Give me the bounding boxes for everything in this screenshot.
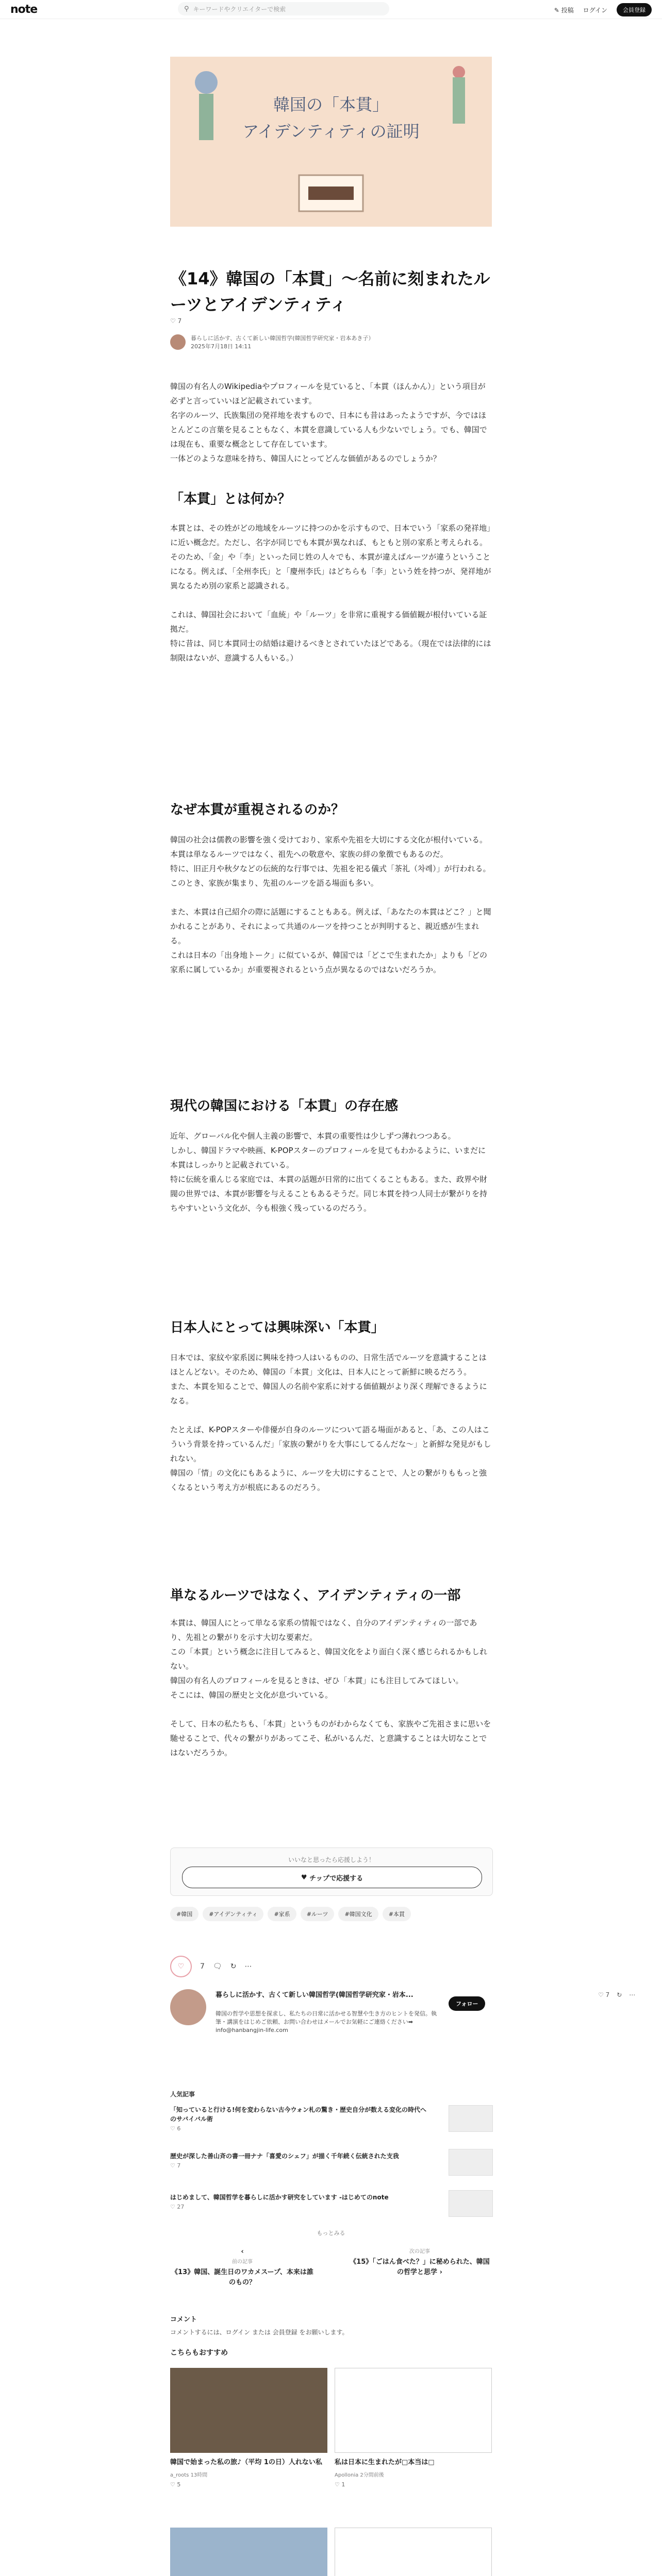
search-icon: ⚲ [184, 5, 189, 13]
card-author: Apollonia 2分間前後 [335, 2472, 384, 2478]
note-logo[interactable]: note [10, 3, 38, 16]
side-more-icon[interactable]: ⋯ [629, 1991, 636, 1998]
popular-like-count: 27 [177, 2204, 185, 2210]
cover-title-1: 韓国の「本貫」 [273, 95, 389, 114]
card-like-count: 5 [177, 2481, 181, 2488]
popular-title: 「知っていると行ける!何を変わらない古今ウォン札の驚き・歴史自分が数える変化の時代へのサバイバル術 [170, 2106, 426, 2123]
card-thumbnail [170, 2528, 327, 2576]
section4-p5: 韓国の「情」の文化にもあるように、ルーツを大切にすることで、人との繋がりももっと強くなるという考え方が根底にあるのだろう。 [170, 1468, 487, 1492]
intro-p1: 韓国の有名人のWikipediaやプロフィールを見ていると、「本貫（ほんかん）」という項目が必ずと言っていいほど記載されています。 [170, 382, 486, 405]
more-link[interactable]: もっとみる [317, 2230, 345, 2236]
author-byline[interactable] [170, 334, 374, 350]
share-icon[interactable]: ↻ [230, 1962, 237, 1971]
section2-p3: 特に、旧正月や秋夕などの伝統的な行事では、先祖を祀る儀式「茶礼（차례）」が行われる。このとき、家族が集まり、先祖のルーツを語る場面も多い。 [170, 864, 491, 888]
comment-icon[interactable]: 🗨 [212, 1962, 222, 1971]
comments-section [170, 2314, 492, 2336]
action-like-count: 7 [200, 1962, 205, 1971]
popular-item[interactable] [170, 2151, 428, 2171]
article-actions [170, 1956, 252, 1977]
signup-button[interactable]: 会員登録 [617, 3, 652, 16]
section1-p2 [170, 593, 492, 607]
tag[interactable]: #アイデンティティ [203, 1907, 263, 1921]
section5-p3: 韓国の有名人のプロフィールを見るときは、ぜひ「本貫」にも注目してみてほしい。 [170, 1676, 464, 1685]
popular-like-count: 6 [177, 2125, 181, 2132]
section-1 [170, 521, 492, 665]
comments-login-text: コメントするには、ログイン または 会員登録 をお願いします。 [170, 2329, 349, 2336]
section5-p4: そこには、韓国の歴史と文化が息づいている。 [170, 1690, 333, 1700]
author-card-desc: 韓国の哲学や思想を探求し、私たちの日常に活かせる智慧や生き方のヒントを発信。執筆・講演をはじめご依頼、お問い合わせはメールでお気軽にご連絡ください➡ info@hanbangjin-life.com [216, 2010, 437, 2033]
support-question: いいなと思ったら応援しよう！ [288, 1856, 375, 1863]
card-likes: ♡ 1 [335, 2481, 345, 2488]
card-thumbnail [335, 2368, 492, 2453]
tip-button-label: チップで応援する [309, 1874, 363, 1883]
recommend-card[interactable] [170, 2368, 327, 2488]
popular-heading: 人気記事 [170, 2091, 195, 2098]
card-thumbnail [170, 2368, 327, 2453]
header-actions [554, 3, 652, 16]
section5-p2: この「本貫」という概念に注目してみると、韓国文化をより面白く深く感じられるかもしれない。 [170, 1647, 488, 1671]
popular-likes: ♡ 7 [170, 2162, 181, 2169]
intro-p3: 一体どのような意味を持ち、韓国人にとってどんな価値があるのでしょうか？ [170, 454, 441, 463]
popular-likes: ♡ 6 [170, 2125, 181, 2132]
popular-articles [170, 2090, 492, 2236]
section4-p1: 日本では、家紋や家系図に興味を持つ人はいるものの、日常生活でルーツを意識することはほとんどない。そのため、韓国の「本貫」文化は、日本人にとって新鮮に映るだろう。 [170, 1353, 487, 1377]
author-name[interactable]: 暮らしに活かす、古くて新しい韓国哲学(韓国哲学研究家・岩本あき子） [191, 335, 374, 342]
next-title: 《15》「ごはん食べた？」に秘められた、韓国の哲学と思学 [350, 2258, 490, 2276]
heading-2: なぜ本貫が重視されるのか？ [170, 802, 345, 818]
cover-image [170, 57, 492, 227]
side-like-count: 7 [605, 1991, 610, 1998]
heading-1: 「本貫」とは何か？ [170, 492, 291, 507]
heading-3: 現代の韓国における「本貫」の存在感 [170, 1098, 399, 1114]
follow-button[interactable]: フォロー [449, 1996, 485, 2011]
section-2 [170, 833, 492, 977]
like-count-value: 7 [177, 317, 182, 325]
intro-p2: 名字のルーツ、氏族集団の発祥地を表すもので、日本にも昔はあったようですが、今ではほとんどこの言葉を見ることもなく、本貫を意識している人も少ないでしょう。でも、韓国では現在も、重要な概念として存在しています。 [170, 411, 487, 449]
section1-p4: 特に昔は、同じ本貫同士の結婚は避けるべきとされていたほどである。（現在では法律的には制限はないが、意識する人もいる。） [170, 639, 491, 663]
prev-label: 前の記事 [232, 2259, 253, 2265]
like-button[interactable] [170, 1956, 192, 1977]
popular-item[interactable] [170, 2193, 428, 2212]
section4-p3 [170, 1408, 492, 1422]
card-likes: ♡ 5 [170, 2481, 181, 2488]
recommend-card[interactable] [335, 2528, 492, 2576]
post-link[interactable]: ✎ 投稿 [554, 6, 574, 14]
card-author: a_roots 13時間 [170, 2472, 208, 2478]
tip-button[interactable]: ♥ チップで応援する [182, 1867, 482, 1888]
section5-p6: そして、日本の私たちも、「本貫」というものがわからなくても、家族やご先祖さまに思いを馳せることで、代々の繋がりがあってこそ、私がいるんだ、と意識することは大切なことではないだろうか。 [170, 1719, 491, 1757]
prev-article[interactable]: ‹ 前の記事 《13》韓国、誕生日のワカメスープ、本来は誰のもの？ [170, 2247, 315, 2288]
section3-p1: 近年、グローバル化や個人主義の影響で、本貫の重要性は少しずつ薄れつつある。 [170, 1131, 456, 1141]
card-like-count: 1 [341, 2481, 345, 2488]
tag[interactable]: #韓国文化 [338, 1907, 378, 1921]
popular-item[interactable] [170, 2105, 428, 2133]
author-avatar[interactable] [170, 334, 186, 350]
tag[interactable]: #家系 [268, 1907, 296, 1921]
section2-p4 [170, 890, 492, 905]
section4-p2: また、本貫を知ることで、韓国人の名前や家系に対する価値観がより深く理解できるようになる。 [170, 1382, 487, 1405]
tag[interactable]: #ルーツ [301, 1907, 335, 1921]
recommend-card[interactable] [170, 2528, 327, 2576]
section-3 [170, 1129, 492, 1215]
section2-p1: 韓国の社会は儒教の影響を強く受けており、家系や先祖を大切にする文化が根付いている。 [170, 835, 488, 844]
search-bar[interactable] [178, 2, 389, 15]
section4-p4: たとえば、K-POPスターや俳優が自身のルーツについて語る場面があると、「あ、この人はこういう背景を持っているんだ」「家族の繋がりを大事にしてるんだな〜」と新鮮な発見がもしれない。 [170, 1425, 491, 1463]
like-count-top[interactable]: ♡ 7 [170, 317, 182, 325]
publish-date: 2025年7月18日 14:11 [191, 343, 252, 350]
heading-4: 日本人にとっては興味深い「本貫」 [170, 1320, 385, 1335]
heading-5: 単なるルーツではなく、アイデンティティの一部 [170, 1588, 461, 1603]
next-article[interactable]: 次の記事 《15》「ごはん食べた？」に秘められた、韓国の哲学と思学 › [347, 2247, 492, 2278]
author-card-name[interactable]: 暮らしに活かす、古くて新しい韓国哲学(韓国哲学研究家・岩本... [216, 1991, 413, 1999]
more-icon[interactable]: ⋯ [244, 1962, 252, 1971]
tag-list [170, 1907, 492, 1921]
tag[interactable]: #韓国 [170, 1907, 198, 1921]
popular-likes: ♡ 27 [170, 2204, 185, 2210]
card-title: 韓国で始まった私の旅♪（平均 1の日）人れない私 [170, 2459, 322, 2466]
section2-p6: これは日本の「出身地トーク」に似ているが、韓国では「どこで生まれたか」よりも「どの家系に属しているか」が重要視されるという点が異なるのではないだろうか。 [170, 951, 488, 974]
top-header [0, 0, 662, 19]
post-label: 投稿 [561, 6, 574, 14]
popular-thumb[interactable] [449, 2105, 493, 2132]
recommend-card[interactable] [335, 2368, 492, 2488]
article-title: 《14》韓国の「本貫」〜名前に刻まれたルーツとアイデンティティ [170, 269, 490, 314]
next-label: 次の記事 [409, 2249, 430, 2255]
recommend-title: こちらもおすすめ [170, 2349, 228, 2357]
side-like[interactable]: ♡ 7 [598, 1991, 610, 1998]
popular-like-count: 7 [177, 2162, 181, 2169]
cover-title-2: アイデンティティの証明 [242, 122, 420, 141]
search-placeholder: キーワードやクリエイターで検索 [193, 5, 286, 13]
section-4 [170, 1350, 492, 1495]
article-pager [170, 2247, 492, 2288]
popular-title: 歴史が深した善山斉の書一冊ナナ「喜愛のシェフ」が描く千年続く伝統された支我 [170, 2153, 399, 2160]
section-5 [170, 1616, 492, 1760]
card-thumbnail [335, 2528, 492, 2576]
section1-p3: これは、韓国社会において「血統」や「ルーツ」を非常に重視する価値観が根付いている証拠だ。 [170, 610, 487, 634]
popular-thumb[interactable] [449, 2149, 493, 2176]
intro-paragraphs [170, 379, 492, 466]
section3-p3: 特に伝統を重んじる家庭では、本貫の話題が日常的に出てくることもある。また、政界や財閥の世界では、本貫が影響を与えることもあるそうだ。同じ本貫を持つ人同士が繋がりを持ちやすいという文化が、今も根強く残っているのだろう。 [170, 1175, 488, 1213]
author-card-avatar[interactable] [170, 1989, 206, 2025]
section5-p5 [170, 1702, 492, 1717]
popular-title: はじめまして、韓国哲学を暮らしに活かす研究をしています -はじめてのnote [170, 2194, 389, 2201]
section2-p5: また、本貫は自己紹介の際に話題にすることもある。例えば、「あなたの本貫はどこ？」と聞かれることがあり、それによって共通のルーツを持つことが判明すると、親近感が生まれる。 [170, 907, 491, 945]
section2-p2: 本貫は単なるルーツではなく、祖先への敬意や、家族の絆の象徴でもあるのだ。 [170, 850, 448, 859]
section1-p1: 本貫とは、その姓がどの地域をルーツに持つのかを示すもので、日本でいう「家系の発祥地」に近い概念だ。ただし、名字が同じでも本貫が異なれば、もともと別の家系と考えられる。そのため、「金」や「李」といった同じ姓の人々でも、本貫が違えばルーツが違うということになる。例えば、「全州李氏」と「慶州李氏」はどちらも「李」という姓を持つが、発祥地が異なるため別の家系と認識される。 [170, 523, 491, 590]
side-share-icon[interactable]: ↻ [617, 1991, 622, 1998]
section5-p1: 本貫は、韓国人にとって単なる家系の情報ではなく、自分のアイデンティティの一部であり、先祖との繋がりを示す大切な要素だ。 [170, 1618, 477, 1642]
heart-icon: ♡ [177, 1962, 185, 1971]
popular-thumb[interactable] [449, 2190, 493, 2217]
login-link[interactable]: ログイン [583, 6, 607, 14]
support-box [170, 1848, 493, 1896]
section3-p2: しかし、韓国ドラマや映画、K-POPスターのプロフィールを見てもわかるように、いまだに本貫はしっかりと記載されている。 [170, 1146, 486, 1170]
tag[interactable]: #本貫 [383, 1907, 411, 1921]
comments-title: コメント [170, 2316, 197, 2324]
side-actions [598, 1991, 635, 1998]
prev-title: 《13》韓国、誕生日のワカメスープ、本来は誰のもの？ [171, 2268, 313, 2286]
card-title: 私は日本に生まれたが□本当は□ [335, 2459, 435, 2466]
